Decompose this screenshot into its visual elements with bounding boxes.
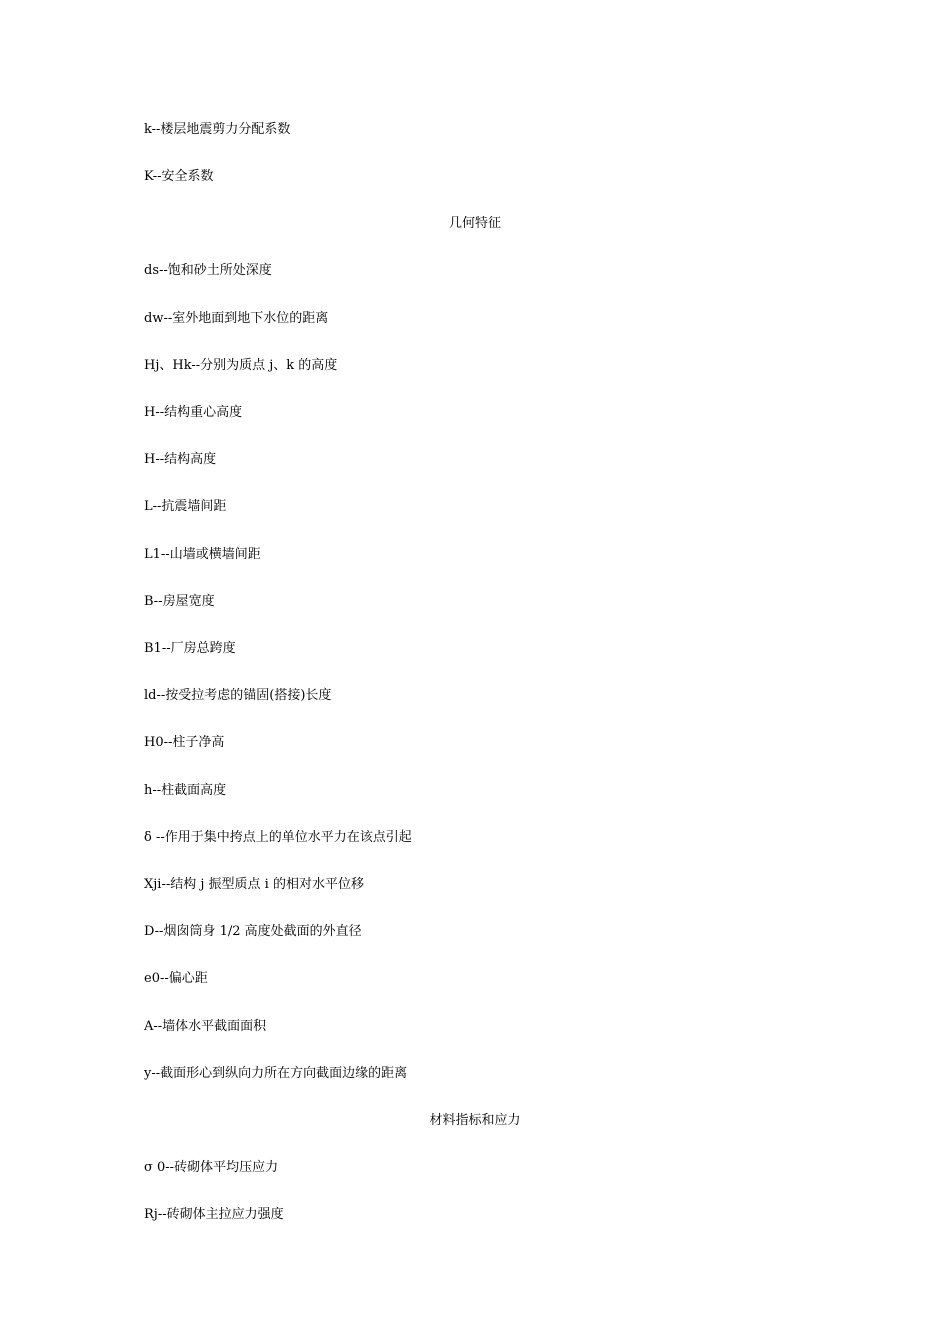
symbol-definition: B1--厂房总跨度 (144, 641, 236, 656)
symbol-definition: Rj--砖砌体主拉应力强度 (144, 1207, 284, 1222)
symbol-definition: ld--按受拉考虑的锚固(搭接)长度 (144, 688, 332, 703)
symbol-definition: e0--偏心距 (144, 971, 208, 986)
symbol-definition: L1--山墙或横墙间距 (144, 547, 261, 562)
symbol-definition: D--烟囱筒身 1/2 高度处截面的外直径 (144, 924, 362, 939)
symbol-definition: H0--柱子净高 (144, 735, 225, 750)
section-heading: 材料指标和应力 (429, 1113, 521, 1128)
symbol-definition: h--柱截面高度 (144, 783, 227, 798)
symbol-definition: A--墙体水平截面面积 (144, 1019, 267, 1034)
symbol-definition: ds--饱和砂土所处深度 (144, 263, 272, 278)
section-heading: 几何特征 (448, 216, 501, 231)
symbol-definition: k--楼层地震剪力分配系数 (144, 122, 291, 137)
symbol-definition: dw--室外地面到地下水位的距离 (144, 311, 329, 326)
symbol-definition: Xji--结构 j 振型质点 i 的相对水平位移 (144, 877, 364, 892)
symbol-definition: Hj、Hk--分别为质点 j、k 的高度 (144, 358, 338, 373)
symbol-definition: H--结构重心高度 (144, 405, 243, 420)
symbol-definition: σ 0--砖砌体平均压应力 (144, 1160, 279, 1175)
symbol-definition: H--结构高度 (144, 452, 217, 467)
symbol-definition: y--截面形心到纵向力所在方向截面边缘的距离 (144, 1066, 408, 1081)
symbol-definition: L--抗震墙间距 (144, 499, 227, 514)
symbol-definition: δ --作用于集中挎点上的单位水平力在该点引起 (144, 830, 412, 845)
symbol-definition: K--安全系数 (144, 169, 214, 184)
symbol-definition: B--房屋宽度 (144, 594, 215, 609)
